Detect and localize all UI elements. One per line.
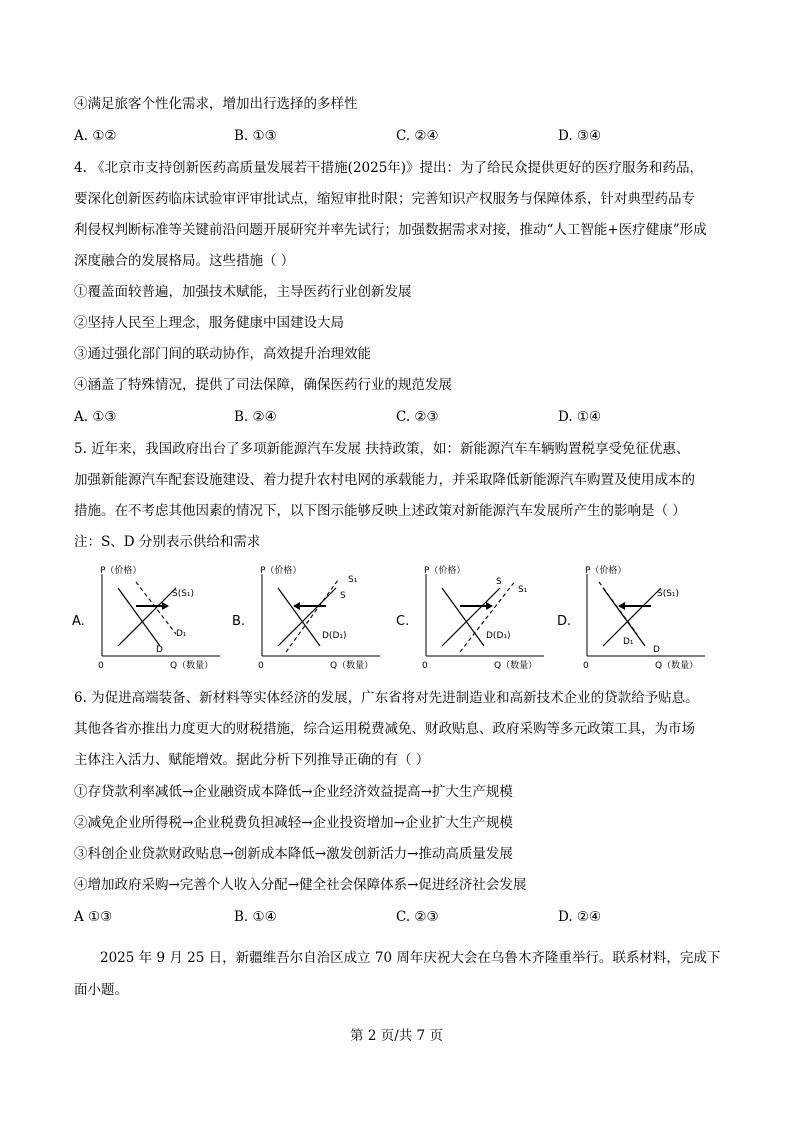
q4-line-1: 4. 《北京市支持创新医药高质量发展若干措施(2025年)》提出：为了给民众提供更好的医疗服务和药品， <box>74 160 704 176</box>
q4-option-c: C. ②③ <box>396 409 439 425</box>
origin-label: 0 <box>98 661 104 671</box>
q6-option-d: D. ②④ <box>558 909 602 925</box>
q5-line-1: 5. 近年来，我国政府出台了多项新能源汽车发展 扶持政策，如：新能源汽车车辆购置税享受免征优惠、 <box>74 441 690 457</box>
supply-curve <box>118 588 176 646</box>
q4-line-4: 深度融合的发展格局。这些措施（ ） <box>74 253 295 269</box>
shift-arrow-head <box>618 602 625 610</box>
q4-line-2: 要深化创新医药临床试验审评审批试点，缩短审批时限；完善知识产权服务与保障体系，针对典型药品专 <box>74 191 695 207</box>
x-axis-label: Q（数量） <box>170 661 214 671</box>
q4-item-2: ②坚持人民至上理念，服务健康中国建设大局 <box>74 315 344 331</box>
q4-item-1: ①覆盖面较普遍，加强技术赋能，主导医药行业创新发展 <box>74 284 412 300</box>
x-axis-label: Q（数量） <box>330 661 374 671</box>
shifted-curve-label: D₁ <box>176 629 187 639</box>
q6-item-2: ②减免企业所得税→企业税费负担减轻→企业投资增加→企业扩大生产规模 <box>74 815 513 831</box>
q3-option-c: C. ②④ <box>396 128 439 144</box>
graph-letter: A. <box>72 614 85 629</box>
shifted-curve-label: S₁ <box>348 575 358 585</box>
graph-letter: C. <box>396 614 410 629</box>
q6-line-2: 其他各省亦推出力度更大的财税措施，综合运用税费减免、财政贴息、政府采购等多元政策工具，为市场 <box>74 721 695 737</box>
q4-option-d: D. ①④ <box>558 409 602 425</box>
graph-c <box>396 562 556 672</box>
q3-option-b: B. ①③ <box>234 128 277 144</box>
q6-line-1: 6. 为促进高端装备、新材料等实体经济的发展，广东省将对先进制造业和高新技术企业的贷款给予贴息。 <box>74 690 699 706</box>
graph-d <box>557 562 717 672</box>
graph-a <box>72 562 232 672</box>
shifted-curve-label: S₁ <box>518 585 528 595</box>
demand-curve <box>278 588 320 646</box>
demand-curve <box>442 588 484 646</box>
y-axis-label: P（价格） <box>100 566 142 576</box>
q4-item-3: ③通过强化部门间的联动协作，高效提升治理效能 <box>74 346 371 362</box>
q4-option-b: B. ②④ <box>234 409 277 425</box>
supply-label: S <box>496 577 502 587</box>
q4-line-3: 利侵权判断标准等关键前沿问题开展研究并率先试行；加强数据需求对接，推动“人工智能+医疗健康”形成 <box>74 222 707 238</box>
graph-b <box>232 562 392 672</box>
shift-arrow-head <box>293 602 300 610</box>
intro-line-2: 面小题。 <box>74 982 128 998</box>
q5-line-4: 注：S、D 分别表示供给和需求 <box>74 534 261 550</box>
q6-option-c: C. ②③ <box>396 909 439 925</box>
shifted-curve-label: D₁ <box>623 637 634 647</box>
q5-line-3: 措施。在不考虑其他因素的情况下，以下图示能够反映上述政策对新能源汽车发展所产生的影响是（ ） <box>74 503 686 519</box>
q3-option-a: A. ①② <box>74 128 117 144</box>
q6-option-b: B. ①④ <box>234 909 277 925</box>
page-footer: 第 2 页/共 7 页 <box>350 1028 443 1044</box>
q5-line-2: 加强新能源汽车配套设施建设、着力提升农村电网的承载能力，并采取降低新能源汽车购置及使用成本的 <box>74 472 695 488</box>
q6-option-a: A ①③ <box>74 909 113 925</box>
q3-option-d: D. ③④ <box>558 128 602 144</box>
shift-arrow-head <box>162 602 169 610</box>
demand-label: D(D₁) <box>486 631 511 641</box>
demand-label: D(D₁) <box>322 631 347 641</box>
intro-line-1: 2025 年 9 月 25 日，新疆维吾尔自治区成立 70 周年庆祝大会在乌鲁木齐隆重举行。联系材料，完成下 <box>100 950 721 966</box>
shifted-supply-curve <box>460 580 516 652</box>
supply-label: S(S₁) <box>657 589 680 599</box>
graph-letter: B. <box>232 614 246 629</box>
x-axis-label: Q（数量） <box>494 661 538 671</box>
origin-label: 0 <box>583 661 589 671</box>
q6-item-1: ①存贷款利率减低→企业融资成本降低→企业经济效益提高→扩大生产规模 <box>74 784 513 800</box>
q3-item-4: ④满足旅客个性化需求，增加出行选择的多样性 <box>74 96 358 112</box>
shifted-supply-curve <box>286 580 338 652</box>
q4-item-4: ④涵盖了特殊情况，提供了司法保障，确保医药行业的规范发展 <box>74 377 452 393</box>
q6-line-3: 主体注入活力、赋能增效。据此分析下列推导正确的有（ ） <box>74 752 430 768</box>
q6-item-4: ④增加政府采购→完善个人收入分配→健全社会保障体系→促进经济社会发展 <box>74 877 527 893</box>
y-axis-label: P（价格） <box>260 566 302 576</box>
supply-label: S <box>340 591 346 601</box>
demand-label: D <box>653 645 660 655</box>
y-axis-label: P（价格） <box>424 566 466 576</box>
demand-curve <box>118 588 160 646</box>
supply-label: S(S₁) <box>172 589 195 599</box>
origin-label: 0 <box>422 661 428 671</box>
q4-option-a: A. ①③ <box>74 409 117 425</box>
q6-item-3: ③科创企业贷款财政贴息→创新成本降低→激发创新活力→推动高质量发展 <box>74 846 513 862</box>
demand-label: D <box>156 645 163 655</box>
y-axis-label: P（价格） <box>585 566 627 576</box>
origin-label: 0 <box>258 661 264 671</box>
x-axis-label: Q（数量） <box>655 661 699 671</box>
shift-arrow-head <box>486 602 493 610</box>
graph-letter: D. <box>557 614 572 629</box>
